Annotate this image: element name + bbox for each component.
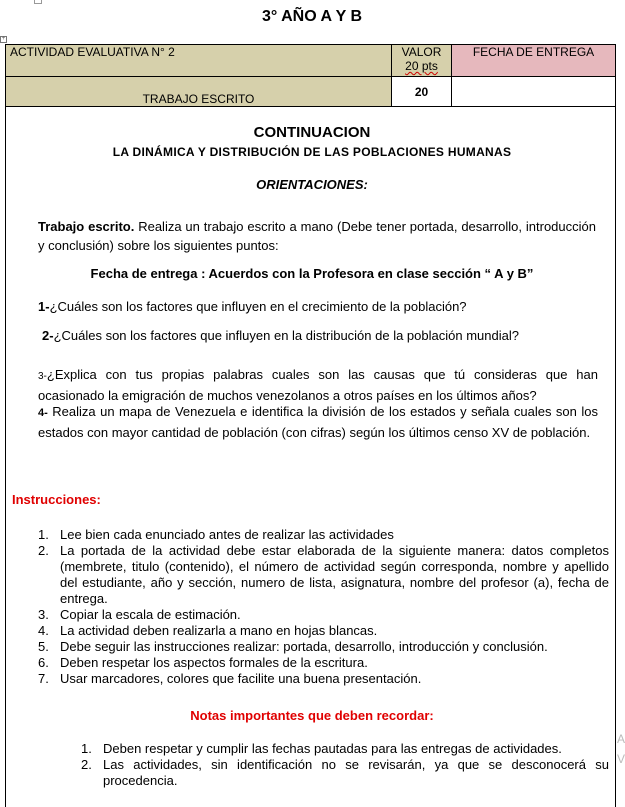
item-number: 7.	[38, 671, 49, 686]
item-text: Usar marcadores, colores que facilite una buena presentación.	[60, 671, 422, 686]
question-text: Realiza un mapa de Venezuela e identifica la división de los estados y señala cuales son los estados con mayor cantidad de población (con cifras) según los últimos censo XV de población.	[38, 404, 598, 440]
valor-label: VALOR	[401, 45, 442, 59]
question-2	[42, 327, 552, 344]
page-title: 3° AÑO A Y B	[261, 8, 363, 25]
page-edge-glyph: V	[617, 752, 625, 766]
question-4	[38, 402, 598, 442]
notes-title: Notas importantes que deben recordar:	[190, 708, 434, 723]
question-number: 3-	[38, 371, 47, 382]
question-number: 4-	[38, 407, 48, 419]
list-item	[38, 527, 609, 543]
fecha-label: FECHA DE ENTREGA	[452, 45, 616, 77]
orientaciones-heading: ORIENTACIONES:	[256, 177, 368, 192]
list-item	[38, 543, 609, 607]
fecha-entrega-line: Fecha de entrega : Acuerdos con la Profesora en clase sección “ A y B”	[90, 266, 534, 281]
trabajo-bold: Trabajo escrito.	[38, 219, 135, 234]
question-text: ¿Cuáles son los factores que influyen en la distribución de la población mundial?	[53, 328, 519, 343]
activity-cell: ACTIVIDAD EVALUATIVA N° 2	[6, 45, 392, 77]
continuacion-heading: CONTINUACION	[253, 124, 371, 141]
item-text: Deben respetar y cumplir las fechas pautadas para las entregas de actividades.	[103, 741, 562, 756]
valor-cell	[392, 45, 452, 77]
question-text: ¿Explica con tus propias palabras cuales son las causas que tú consideras que han ocasionado la emigración de muchos venezolanos a otros países en los últimos años?	[38, 367, 598, 403]
list-item	[38, 671, 609, 687]
list-item	[81, 741, 609, 757]
list-item	[38, 639, 609, 655]
page-edge-glyph: A	[617, 732, 625, 746]
trabajo-escrito-cell: TRABAJO ESCRITO	[6, 77, 392, 107]
item-text: Copiar la escala de estimación.	[60, 607, 241, 622]
item-number: 5.	[38, 639, 49, 654]
valor-value: 20	[392, 77, 452, 107]
item-number: 1.	[38, 527, 49, 542]
question-3	[38, 365, 598, 405]
subtitle-heading: LA DINÁMICA Y DISTRIBUCIÓN DE LAS POBLACIONES HUMANAS	[112, 145, 512, 159]
item-text: La portada de la actividad debe estar elaborada de la siguiente manera: datos completos (membrete, titulo (contenido), el número de actividad según corresponda, nombre y apellido del estudiante, año y sección, numero de lista, asignatura, nombre del profesor (a), fecha de entrega.	[60, 543, 609, 606]
item-number: 4.	[38, 623, 49, 638]
question-number: 2-	[42, 328, 54, 343]
item-number: 1.	[81, 741, 92, 756]
question-text: ¿Cuáles son los factores que influyen en el crecimiento de la población?	[49, 299, 467, 314]
table-move-handle-icon[interactable]: +	[1, 36, 6, 42]
item-text: Debe seguir las instrucciones realizar: portada, desarrollo, introducción y conclusión.	[60, 639, 548, 654]
item-text: Las actividades, sin identificación no se revisarán, ya que se desconocerá su procedencia.	[103, 757, 609, 788]
list-item	[38, 623, 609, 639]
trabajo-paragraph	[38, 217, 596, 255]
question-1	[38, 297, 598, 316]
notes-list	[81, 741, 609, 789]
item-text: Lee bien cada enunciado antes de realizar las actividades	[60, 527, 394, 542]
list-item	[81, 757, 609, 789]
list-item	[38, 607, 609, 623]
item-text: La actividad deben realizarla a mano en hojas blancas.	[60, 623, 378, 638]
item-number: 6.	[38, 655, 49, 670]
trabajo-text: Realiza un trabajo escrito a mano (Debe tener portada, desarrollo, introducción y conclusión) sobre los siguientes puntos:	[38, 219, 596, 253]
list-item	[38, 655, 609, 671]
content-box	[5, 107, 616, 807]
fecha-value	[452, 77, 616, 107]
anchor-mark	[34, 0, 42, 4]
header-table	[5, 44, 616, 107]
item-text: Deben respetar los aspectos formales de la escritura.	[60, 655, 368, 670]
question-number: 1-	[38, 299, 50, 314]
item-number: 2.	[38, 543, 49, 558]
instructions-title: Instrucciones:	[12, 492, 101, 507]
instructions-list	[38, 527, 609, 687]
item-number: 3.	[38, 607, 49, 622]
item-number: 2.	[81, 757, 92, 772]
valor-points: 20 pts	[405, 59, 438, 73]
